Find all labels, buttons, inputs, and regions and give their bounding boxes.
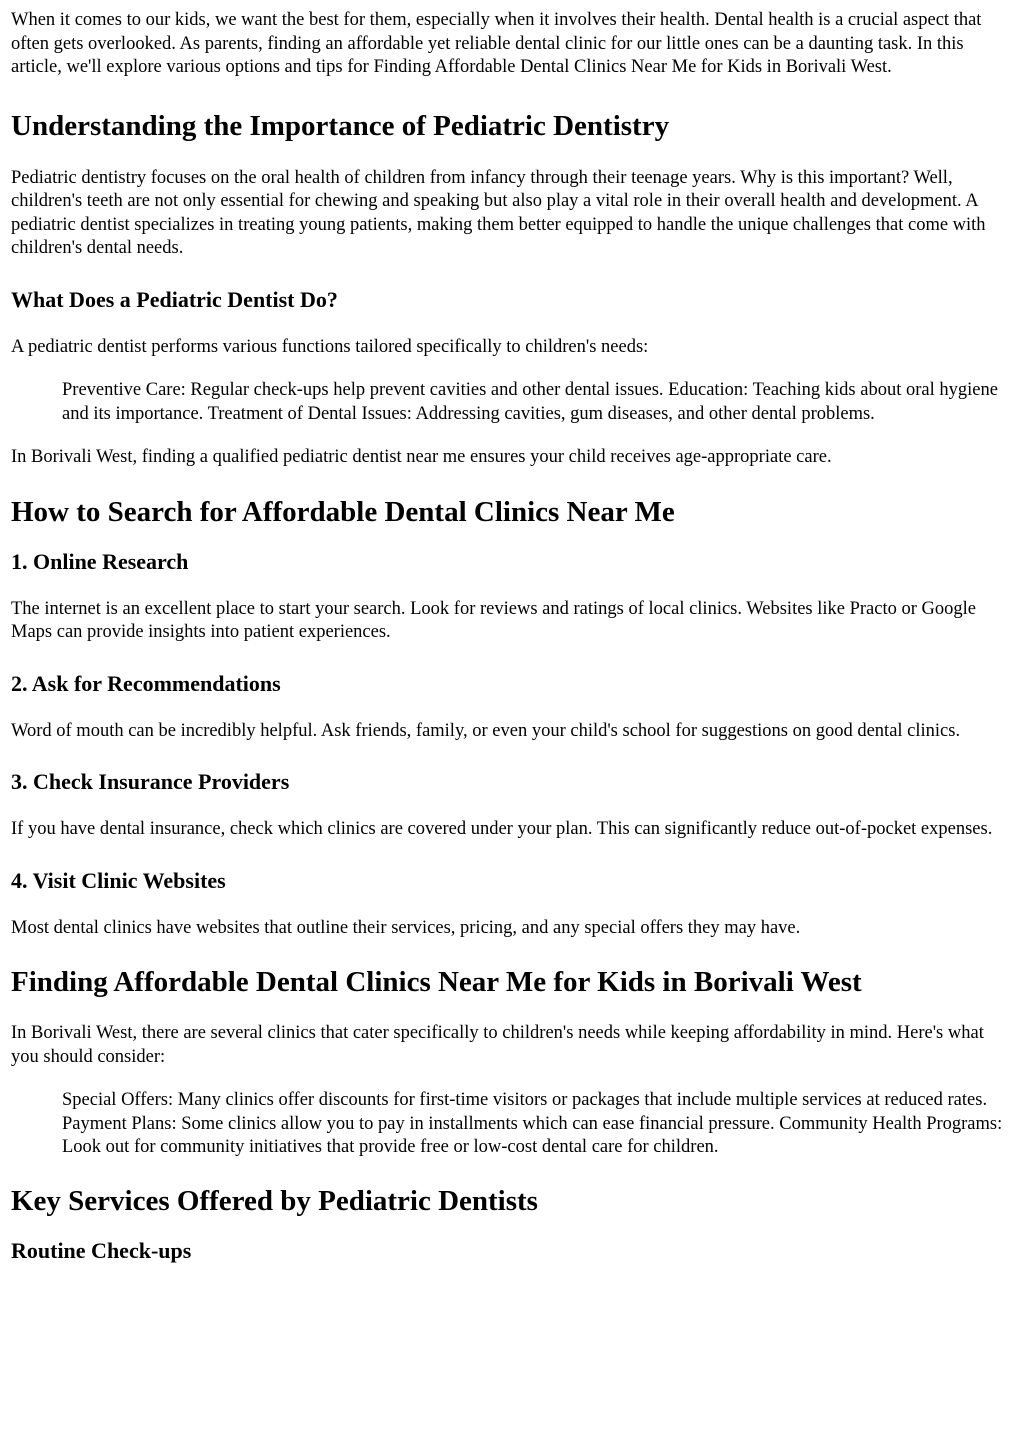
pediatric-functions-quote: Preventive Care: Regular check-ups help prevent cavities and other dental issues. Education: Teaching kids about oral hygiene and its importance. Treatment of Dental Issues: Addressing cavities, gum diseases, and other dental problems. (62, 380, 998, 424)
ask-recommendations-paragraph: Word of mouth can be incredibly helpful. Ask friends, family, or even your child's school for suggestions on good dental clinics. (11, 720, 961, 741)
subheading-visit-websites: 4. Visit Clinic Websites (11, 867, 226, 893)
section-heading-key-services: Key Services Offered by Pediatric Dentists (11, 1184, 538, 1217)
section-heading-how-to-search: How to Search for Affordable Dental Clinics Near Me (11, 495, 675, 528)
subheading-check-insurance: 3. Check Insurance Providers (11, 769, 290, 794)
borivali-dentist-paragraph: In Borivali West, finding a qualified pediatric dentist near me ensures your child receives age-appropriate care. (11, 447, 832, 467)
subheading-what-pediatric-dentist-does: What Does a Pediatric Dentist Do? (11, 286, 338, 312)
online-research-paragraph: The internet is an excellent place to start your search. Look for reviews and ratings of local clinics. Websites like Practo or Google Maps can provide insights into patient experiences. (11, 598, 976, 642)
intro-paragraph: When it comes to our kids, we want the best for them, especially when it involves their health. Dental health is a crucial aspect that often gets overlooked. As parents, finding an affordable yet reliable dental clinic for our little ones can be a daunting task. In this article, we'll explore various options and tips for Finding Affordable Dental Clinics Near Me for Kids in Borivali West. (11, 10, 982, 77)
subheading-ask-recommendations: 2. Ask for Recommendations (11, 670, 281, 696)
considerations-quote: Special Offers: Many clinics offer discounts for first-time visitors or packages that include multiple services at reduced rates. Payment Plans: Some clinics allow you to pay in installments which can ease financial pressure. Community Health Programs: Look out for community initiatives that provide free or low-cost dental care for children. (62, 1090, 1003, 1157)
section-heading-finding-affordable: Finding Affordable Dental Clinics Near Me for Kids in Borivali West (11, 966, 862, 998)
subheading-routine-checkups: Routine Check-ups (11, 1237, 192, 1263)
visit-websites-paragraph: Most dental clinics have websites that outline their services, pricing, and any special offers they may have. (11, 917, 801, 938)
pediatric-importance-paragraph: Pediatric dentistry focuses on the oral health of children from infancy through their teenage years. Why is this important? Well, children's teeth are not only essential for chewing and speaking but also play a vital role in their overall health and development. A pediatric dentist specializes in treating young patients, making them better equipped to handle the unique challenges that come with children's dental needs. (11, 167, 986, 258)
subheading-online-research: 1. Online Research (11, 548, 189, 574)
pediatric-functions-lead: A pediatric dentist performs various functions tailored specifically to children's needs: (11, 336, 649, 357)
borivali-clinics-paragraph: In Borivali West, there are several clinics that cater specifically to children's needs while keeping affordability in mind. Here's what you should consider: (11, 1023, 984, 1067)
section-heading-pediatric-importance: Understanding the Importance of Pediatric Dentistry (11, 109, 670, 142)
check-insurance-paragraph: If you have dental insurance, check which clinics are covered under your plan. This can significantly reduce out-of-pocket expenses. (11, 819, 993, 839)
